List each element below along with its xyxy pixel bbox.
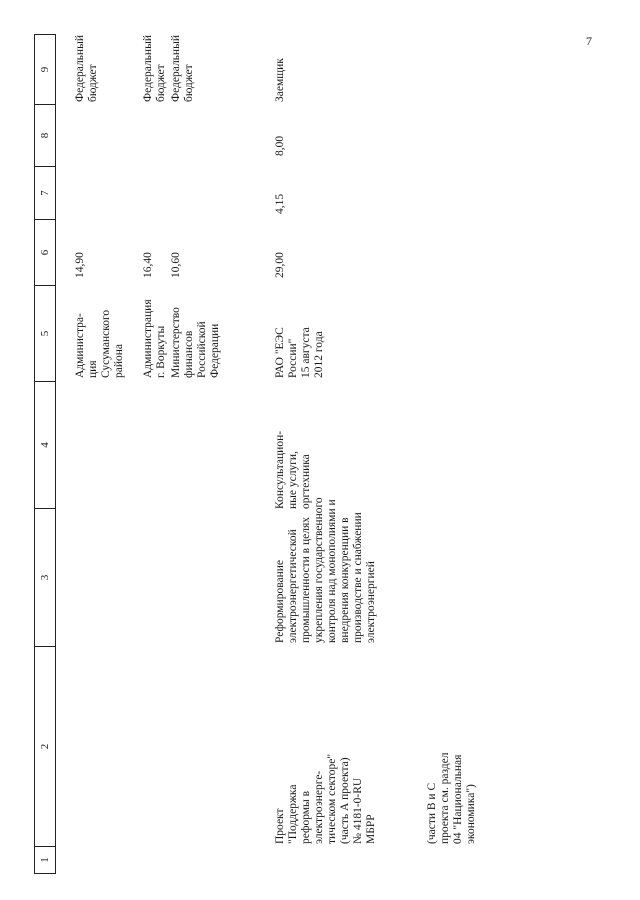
- row4-amount-col8: 8,00: [274, 135, 286, 156]
- row1-source: Федеральный бюджет: [74, 35, 99, 102]
- row3-source: Федеральный бюджет: [170, 35, 195, 102]
- header-col-1: 1: [35, 846, 55, 873]
- column-header-row: [34, 34, 56, 874]
- header-col-9: 9: [39, 66, 51, 73]
- row1-organization: Администра- ция Сусуманского района: [74, 309, 125, 378]
- row4-project-goal: Реформирование электроэнергетической промышленности в целях укрепления государственного контроля над монополиями и внедрения конкуренции в производстве и снабжении электроэнергией: [274, 497, 377, 643]
- header-col-3: 3: [35, 508, 55, 646]
- row4-source: Заемщик: [274, 58, 286, 102]
- header-col-5: 5: [35, 285, 55, 381]
- header-col-8: 8: [35, 104, 55, 166]
- row3-organization: Министерство финансов Российской Федерации: [170, 307, 221, 378]
- header-col-6: 6: [35, 219, 55, 285]
- header-col-4: 4: [35, 381, 55, 508]
- row2-amount-col6: 16,40: [142, 252, 154, 278]
- row4-project-name: Проект "Поддержка реформы в электроэнерге- тическом секторе" (часть А проекта) № 4181-0-RU МБРР: [274, 753, 377, 844]
- header-col-7: 7: [35, 166, 55, 219]
- row3-amount-col6: 10,60: [170, 252, 182, 278]
- row4-amount-col6: 29,00: [274, 252, 286, 278]
- row4-amount-col7: 4,15: [274, 193, 286, 214]
- row4-project-note: (части В и С проекта см. раздел 04 "Национальная экономика"): [426, 752, 477, 844]
- row2-source: Федеральный бюджет: [142, 35, 167, 102]
- rotated-table: [34, 34, 477, 874]
- row4-organization: РАО "ЕЭС России" 15 августа 2012 года: [274, 327, 325, 378]
- header-col-2: 2: [35, 646, 55, 846]
- row2-organization: Администрация г. Воркуты: [142, 299, 167, 378]
- page-number: 7: [586, 34, 592, 48]
- row1-amount-col6: 14,90: [74, 252, 86, 278]
- row4-services: Консультацион- ные услуги, оргтехника: [274, 430, 312, 509]
